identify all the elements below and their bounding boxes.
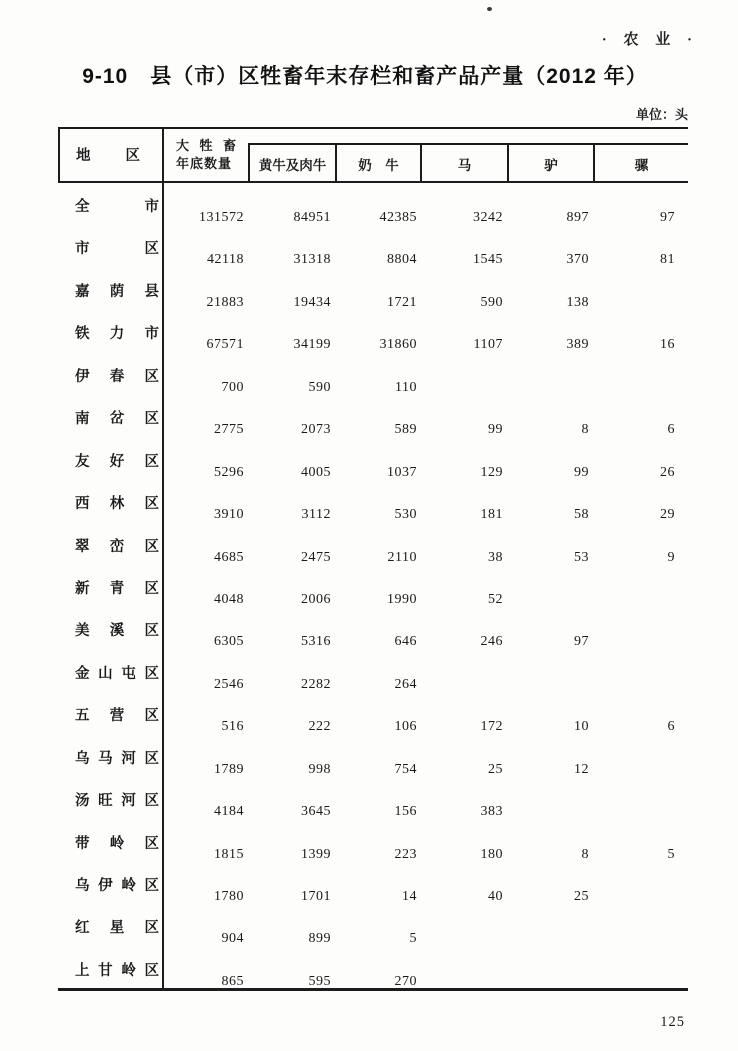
column-header-3: 驴 xyxy=(507,145,593,183)
column-header-0: 黄牛及肉牛 xyxy=(248,145,335,183)
value-cell-horse: 129 xyxy=(480,464,503,480)
value-cell-mule: 6 xyxy=(667,422,675,438)
value-cell-livestock-total: 6305 xyxy=(214,634,244,650)
region-label: 翠 峦 区 xyxy=(75,538,159,555)
value-cell-mule: 16 xyxy=(660,337,675,353)
region-label: 美 溪 区 xyxy=(75,623,159,640)
value-cell-dairy-cattle: 223 xyxy=(394,846,417,862)
value-cell-horse: 3242 xyxy=(473,210,503,225)
value-cell-dairy-cattle: 8804 xyxy=(387,252,417,268)
value-cell-horse: 383 xyxy=(480,804,503,820)
value-cell-beef-cattle: 84951 xyxy=(293,210,331,225)
table-row xyxy=(58,565,688,607)
table-row xyxy=(58,353,688,395)
animal-column-headers xyxy=(248,143,688,183)
region-label: 乌马河区 xyxy=(75,750,159,767)
value-cell-mule: 97 xyxy=(660,210,675,225)
value-cell-livestock-total: 1780 xyxy=(214,889,244,904)
value-cell-horse: 181 xyxy=(480,507,503,523)
value-cell-livestock-total: 42118 xyxy=(207,252,244,268)
region-label: 南 岔 区 xyxy=(75,411,159,428)
row-values xyxy=(162,804,677,820)
page-title: 9-10 县（市）区牲畜年末存栏和畜产品产量（2012 年） xyxy=(82,65,648,88)
value-cell-beef-cattle: 1701 xyxy=(301,889,331,904)
value-cell-livestock-total: 1789 xyxy=(214,761,244,777)
row-values xyxy=(162,295,677,311)
livestock-total-header-line2: 年底数量 xyxy=(176,156,233,171)
running-head: · 农 业 · xyxy=(601,32,694,48)
row-values xyxy=(162,507,677,523)
value-cell-dairy-cattle: 1037 xyxy=(387,464,417,480)
value-cell-horse: 38 xyxy=(488,549,503,565)
value-cell-horse: 172 xyxy=(480,719,503,735)
value-cell-mule xyxy=(591,804,677,820)
value-cell-livestock-total: 1815 xyxy=(214,846,244,862)
value-cell-horse: 40 xyxy=(488,889,503,904)
region-label: 伊 春 区 xyxy=(75,368,159,385)
table-row xyxy=(58,904,688,946)
row-values xyxy=(162,889,677,905)
region-label: 上甘岭区 xyxy=(75,962,159,979)
table-row xyxy=(58,480,688,522)
value-cell-mule xyxy=(591,974,677,990)
table-row xyxy=(58,310,688,352)
value-cell-mule xyxy=(591,295,677,311)
value-cell-mule: 26 xyxy=(660,464,675,480)
value-cell-livestock-total: 4048 xyxy=(214,591,244,607)
value-cell-livestock-total: 700 xyxy=(221,379,244,395)
row-values xyxy=(162,380,677,396)
value-cell-dairy-cattle: 14 xyxy=(402,889,417,904)
value-cell-dairy-cattle: 1990 xyxy=(387,591,417,607)
region-label: 铁 力 市 xyxy=(75,326,159,343)
value-cell-beef-cattle: 3112 xyxy=(301,507,331,523)
value-cell-donkey: 897 xyxy=(566,210,589,225)
table-row xyxy=(58,225,688,267)
value-cell-livestock-total: 4184 xyxy=(214,804,244,820)
table-body xyxy=(58,183,688,989)
column-header-1: 奶 牛 xyxy=(335,145,420,183)
row-values xyxy=(162,634,677,650)
value-cell-dairy-cattle: 270 xyxy=(394,973,417,989)
table-row xyxy=(58,607,688,649)
table-row xyxy=(58,947,688,989)
value-cell-donkey: 8 xyxy=(581,846,589,862)
value-cell-dairy-cattle: 106 xyxy=(394,719,417,735)
region-label: 友 好 区 xyxy=(75,453,159,470)
value-cell-dairy-cattle: 1721 xyxy=(387,294,417,310)
value-cell-mule: 5 xyxy=(667,846,675,862)
table-row xyxy=(58,650,688,692)
value-cell-donkey xyxy=(505,804,591,820)
value-cell-beef-cattle: 34199 xyxy=(293,337,331,353)
row-values xyxy=(162,422,677,438)
value-cell-dairy-cattle: 530 xyxy=(394,507,417,523)
table-left-border xyxy=(58,127,60,183)
value-cell-mule: 9 xyxy=(667,549,675,565)
value-cell-dairy-cattle: 156 xyxy=(394,804,417,820)
value-cell-mule: 29 xyxy=(660,507,675,523)
value-cell-donkey: 25 xyxy=(574,889,589,904)
value-cell-dairy-cattle: 31860 xyxy=(379,337,417,353)
value-cell-livestock-total: 131572 xyxy=(199,210,244,225)
value-cell-horse: 1107 xyxy=(473,337,503,353)
region-label: 市 区 xyxy=(75,241,159,258)
region-label: 西 林 区 xyxy=(75,496,159,513)
region-label: 乌伊岭区 xyxy=(75,878,159,894)
value-cell-mule xyxy=(591,889,677,905)
value-cell-beef-cattle: 4005 xyxy=(301,464,331,480)
row-values xyxy=(162,592,677,608)
value-cell-donkey: 12 xyxy=(574,761,589,777)
region-label: 嘉 荫 县 xyxy=(75,283,159,300)
value-cell-beef-cattle: 19434 xyxy=(293,294,331,310)
value-cell-horse: 25 xyxy=(488,761,503,777)
page-number: 125 xyxy=(660,1014,685,1030)
value-cell-livestock-total: 67571 xyxy=(206,337,244,353)
row-values xyxy=(162,252,677,268)
table-row xyxy=(58,735,688,777)
value-cell-livestock-total: 5296 xyxy=(214,464,244,480)
value-cell-horse xyxy=(419,974,505,990)
table-row xyxy=(58,395,688,437)
livestock-table xyxy=(58,127,688,993)
row-values xyxy=(162,550,677,566)
table-row xyxy=(58,438,688,480)
value-cell-horse: 180 xyxy=(480,846,503,862)
value-cell-dairy-cattle: 589 xyxy=(394,422,417,438)
region-label: 红 星 区 xyxy=(75,920,159,937)
value-cell-livestock-total: 2775 xyxy=(214,422,244,438)
value-cell-donkey: 53 xyxy=(574,549,589,565)
value-cell-livestock-total: 516 xyxy=(221,719,244,735)
value-cell-horse xyxy=(419,931,505,947)
value-cell-livestock-total: 4685 xyxy=(214,549,244,565)
value-cell-beef-cattle: 998 xyxy=(308,761,331,777)
table-row xyxy=(58,820,688,862)
value-cell-beef-cattle: 590 xyxy=(308,379,331,395)
value-cell-donkey: 10 xyxy=(574,719,589,735)
value-cell-horse: 52 xyxy=(488,591,503,607)
row-values xyxy=(162,931,677,947)
row-values xyxy=(162,974,677,990)
value-cell-beef-cattle: 1399 xyxy=(301,846,331,862)
value-cell-livestock-total: 904 xyxy=(221,931,244,947)
row-values xyxy=(162,847,677,863)
value-cell-livestock-total: 3910 xyxy=(214,507,244,523)
value-cell-horse: 246 xyxy=(480,634,503,650)
column-header-4: 骡 xyxy=(593,145,688,183)
row-values xyxy=(162,210,677,226)
value-cell-dairy-cattle: 2110 xyxy=(387,549,417,565)
value-cell-livestock-total: 865 xyxy=(221,973,244,989)
unit-note: 单位：头 xyxy=(635,107,688,122)
value-cell-donkey xyxy=(505,592,591,608)
value-cell-dairy-cattle: 5 xyxy=(409,931,417,947)
ink-dot-artifact xyxy=(487,7,492,11)
livestock-total-header-line1: 大 牲 畜 xyxy=(176,138,236,153)
value-cell-dairy-cattle: 110 xyxy=(395,379,417,395)
table-row xyxy=(58,692,688,734)
region-label: 汤旺河区 xyxy=(75,793,159,810)
value-cell-donkey xyxy=(505,974,591,990)
value-cell-livestock-total: 21883 xyxy=(206,294,244,310)
value-cell-beef-cattle: 595 xyxy=(308,973,331,989)
region-label: 金山屯区 xyxy=(75,665,159,682)
row-values xyxy=(162,762,677,778)
row-values xyxy=(162,337,677,353)
value-cell-beef-cattle: 3645 xyxy=(301,804,331,820)
value-cell-beef-cattle: 5316 xyxy=(301,634,331,650)
region-label: 带 岭 区 xyxy=(75,835,159,852)
value-cell-mule xyxy=(591,592,677,608)
value-cell-beef-cattle: 2006 xyxy=(301,591,331,607)
table-row xyxy=(58,777,688,819)
value-cell-donkey: 97 xyxy=(574,634,589,650)
value-cell-mule: 81 xyxy=(660,252,675,268)
value-cell-mule xyxy=(591,762,677,778)
table-row xyxy=(58,268,688,310)
livestock-total-column-header xyxy=(176,137,236,173)
region-label: 全 市 xyxy=(75,199,159,215)
value-cell-dairy-cattle: 42385 xyxy=(379,210,417,225)
value-cell-beef-cattle: 2073 xyxy=(301,422,331,438)
value-cell-mule xyxy=(591,931,677,947)
table-row xyxy=(58,523,688,565)
value-cell-horse: 1545 xyxy=(473,252,503,268)
value-cell-donkey: 138 xyxy=(566,294,589,310)
value-cell-horse: 590 xyxy=(480,294,503,310)
region-label: 新 青 区 xyxy=(75,580,159,597)
value-cell-dairy-cattle: 264 xyxy=(394,676,417,692)
table-top-rule xyxy=(58,127,688,129)
value-cell-dairy-cattle: 646 xyxy=(394,634,417,650)
table-row xyxy=(58,183,688,225)
value-cell-horse: 99 xyxy=(488,422,503,438)
value-cell-horse xyxy=(419,677,505,693)
row-values xyxy=(162,719,677,735)
value-cell-beef-cattle: 2475 xyxy=(301,549,331,565)
value-cell-mule xyxy=(591,677,677,693)
value-cell-beef-cattle: 222 xyxy=(308,719,331,735)
value-cell-beef-cattle: 31318 xyxy=(293,252,331,268)
value-cell-donkey: 8 xyxy=(581,422,589,438)
value-cell-donkey xyxy=(505,931,591,947)
value-cell-mule: 6 xyxy=(667,719,675,735)
value-cell-mule xyxy=(591,380,677,396)
value-cell-horse xyxy=(419,380,505,396)
region-label: 五 营 区 xyxy=(75,708,159,725)
column-header-2: 马 xyxy=(420,145,507,183)
value-cell-livestock-total: 2546 xyxy=(214,676,244,692)
value-cell-donkey xyxy=(505,380,591,396)
region-column-header: 地 区 xyxy=(76,148,140,164)
value-cell-donkey: 99 xyxy=(574,464,589,480)
value-cell-donkey: 370 xyxy=(566,252,589,268)
value-cell-mule xyxy=(591,634,677,650)
row-values xyxy=(162,465,677,481)
value-cell-dairy-cattle: 754 xyxy=(394,761,417,777)
row-values xyxy=(162,677,677,693)
value-cell-donkey: 58 xyxy=(574,507,589,523)
value-cell-beef-cattle: 899 xyxy=(308,931,331,947)
value-cell-donkey xyxy=(505,677,591,693)
value-cell-beef-cattle: 2282 xyxy=(301,676,331,692)
table-row xyxy=(58,862,688,904)
value-cell-donkey: 389 xyxy=(566,337,589,353)
